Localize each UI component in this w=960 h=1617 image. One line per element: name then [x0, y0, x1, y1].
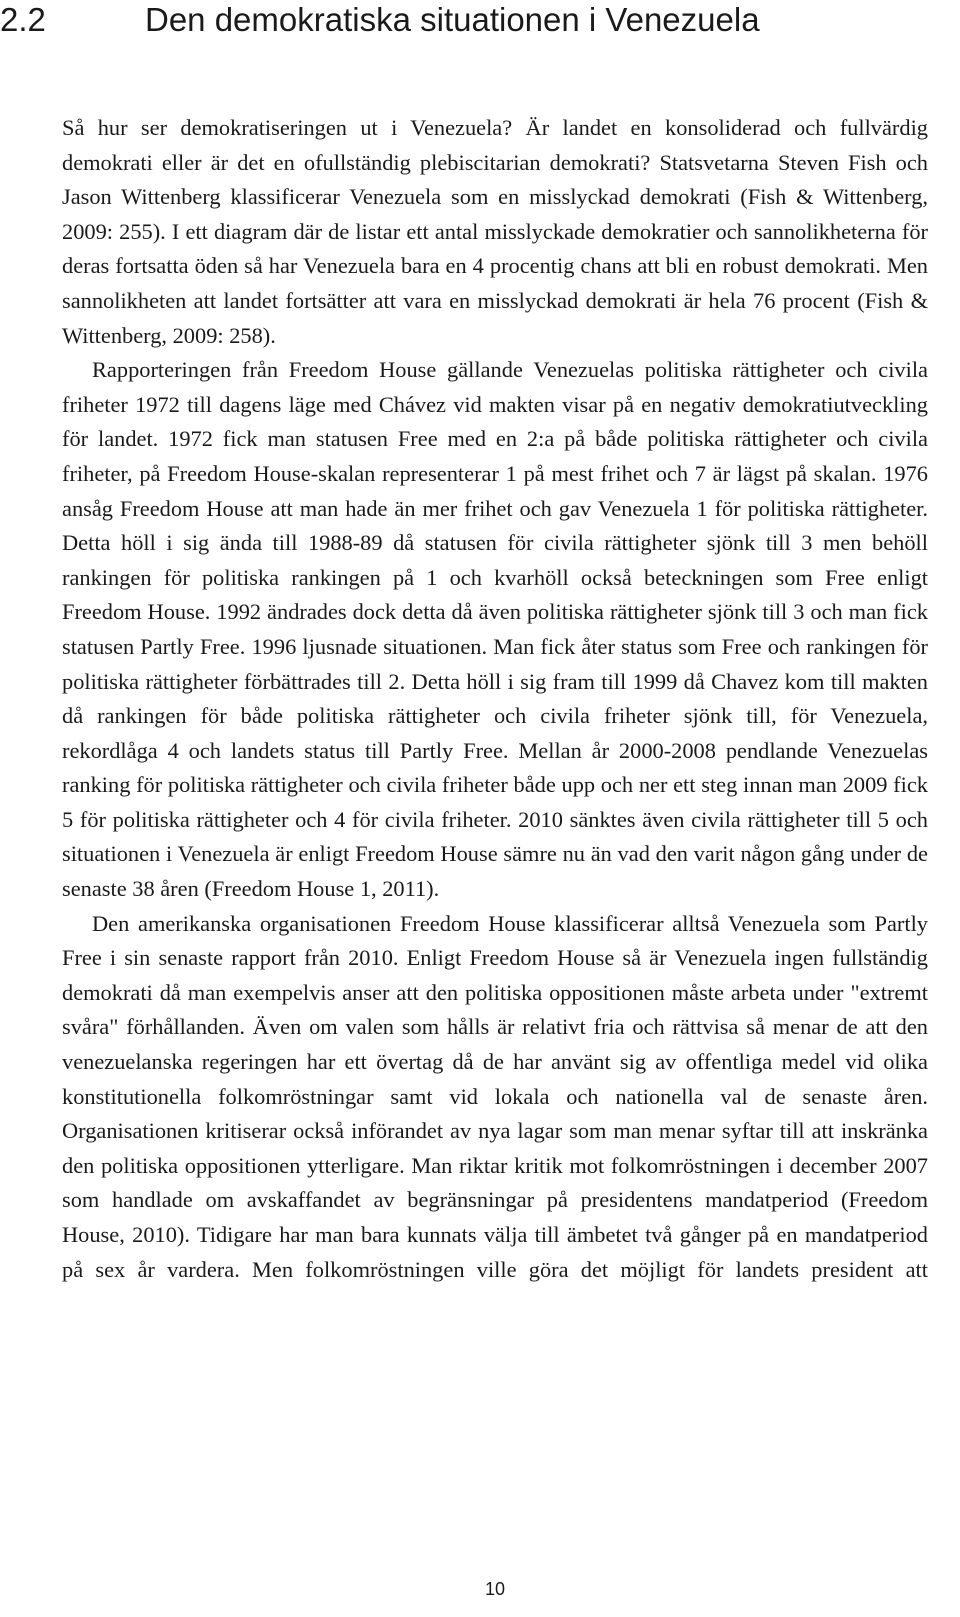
paragraph-2: Rapporteringen från Freedom House gällande Venezuelas politiska rättigheter och civila friheter 1972 till dagens läge med Chávez vid makten visar på en negativ demokratiutveckling för landet. 1972 fick man statusen Free med en 2:a på både politiska rättigheter och civila friheter, på Freedom House-skalan representerar 1 på mest frihet och 7 är lägst på skalan. 1976 ansåg Freedom House att man hade än mer frihet och gav Venezuela 1 för politiska rättigheter. Detta höll i sig ända till 1988-89 då statusen för civila rättigheter sjönk till 3 men behöll rankingen för politiska rankingen på 1 och kvarhöll också beteckningen som Free enligt Freedom House. 1992 ändrades dock detta då även politiska rättigheter sjönk till 3 och man fick statusen Partly Free. 1996 ljusnade situationen. Man fick åter status som Free och rankingen för politiska rättigheter förbättrades till 2. Detta höll i sig fram till 1999 då Chavez kom till makten då rankingen för både politiska rättigheter och civila friheter sjönk till, för Venezuela, rekordlåga 4 och landets status till Partly Free. Mellan år 2000-2008 pendlande Venezuelas ranking för politiska rättigheter och civila friheter både upp och ner ett steg innan man 2009 fick 5 för politiska rättigheter och 4 för civila friheter. 2010 sänktes även civila rättigheter till 5 och situationen i Venezuela är enligt Freedom House sämre nu än vad den varit någon gång under de senaste 38 åren (Freedom House 1, 2011). [62, 357, 928, 902]
paragraph-1: Så hur ser demokratiseringen ut i Venezuela? Är landet en konsoliderad och fullvärdig demokrati eller är det en ofullständig plebiscitarian demokrati? Statsvetarna Steven Fish och Jason Wittenberg klassificerar Venezuela som en misslyckad demokrati (Fish & Wittenberg, 2009: 255). I ett diagram där de listar ett antal misslyckade demokratier och sannolikheterna för deras fortsatta öden så har Venezuela bara en 4 procentig chans att bli en robust demokrati. Men sannolikheten att landet fortsätter att vara en misslyckad demokrati är hela 76 procent (Fish & Wittenberg, 2009: 258). [62, 115, 928, 348]
paragraph-3: Den amerikanska organisationen Freedom House klassificerar alltså Venezuela som Partly Free i sin senaste rapport från 2010. Enligt Freedom House så är Venezuela ingen fullständig demokrati då man exempelvis anser att den politiska oppositionen måste arbeta under "extremt svåra" förhållanden. Även om valen som hålls är relativt fria och rättvisa så menar de att den venezuelanska regeringen har ett övertag då de har använt sig av offentliga medel vid olika konstitutionella folkomröstningar samt vid lokala och nationella val de senaste åren. Organisationen kritiserar också införandet av nya lagar som man menar syftar till att inskränka den politiska oppositionen ytterligare. Man riktar kritik mot folkomröstningen i december 2007 som handlade om avskaffandet av begränsningar på presidentens mandatperiod (Freedom House, 2010). Tidigare har man bara kunnats välja till ämbetet två gånger på en mandatperiod på sex år vardera. Men folkomröstningen ville göra det möjligt för landets president att [62, 910, 928, 1282]
body-text [62, 111, 928, 1287]
section-heading [0, 0, 960, 50]
section-title: Den demokratiska situationen i Venezuela [145, 1, 760, 38]
section-number: 2.2 [0, 1, 46, 38]
page-number: 10 [484, 1579, 506, 1599]
